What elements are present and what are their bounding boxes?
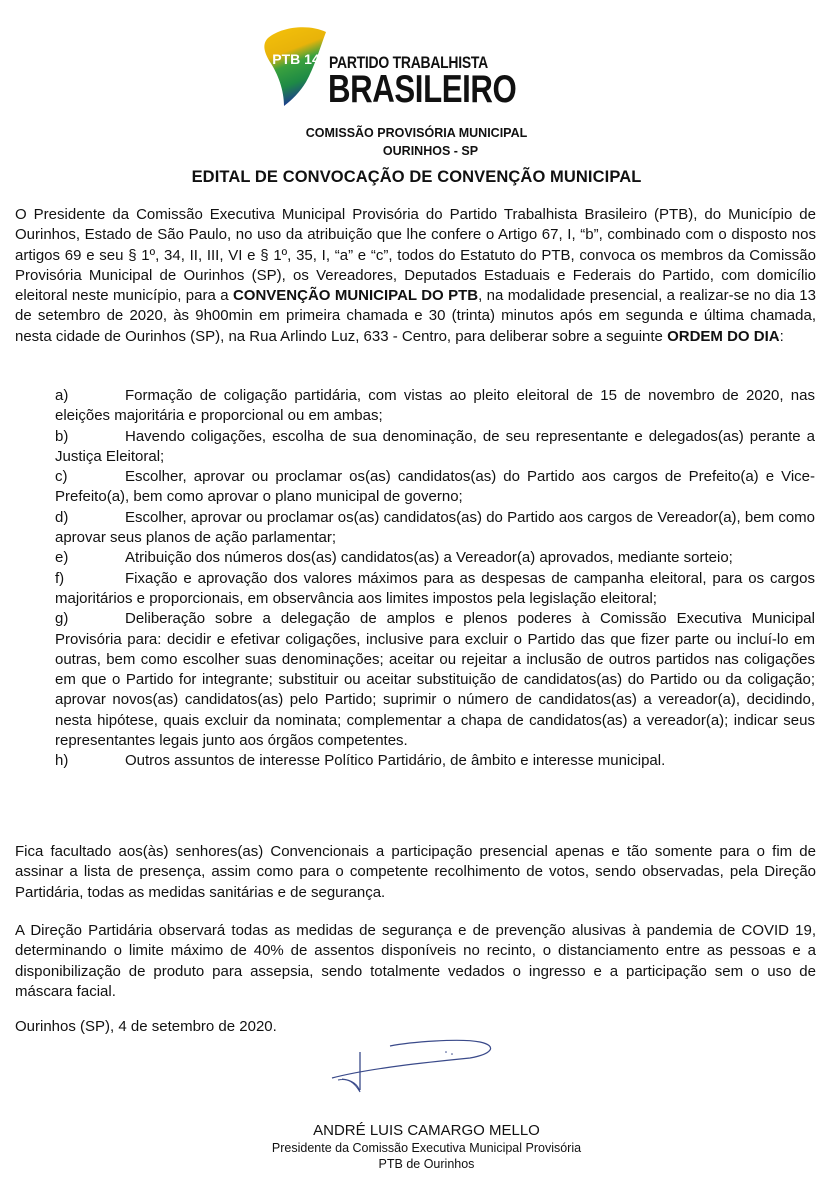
letterhead [0,18,833,158]
agenda-item-label: h) [55,752,69,770]
city-label: OURINHOS - SP [382,144,479,158]
party-name-line1: PARTIDO TRABALHISTA [329,53,488,72]
covid-measures-paragraph: A Direção Partidária observará todas as medidas de segurança e de prevenção alusivas à pandemia de COVID 19, determinando o limite máximo de 40% de assentos disponíveis no recinto, o distanciamento entre as pessoas e a disponibilização de produto para assepsia, sendo totalmente vedados o ingresso e a participação sem o uso de máscara facial. [15,922,816,1000]
agenda-item [55,609,815,751]
agenda-item-label: b) [55,427,69,445]
intro-text-3: : [779,327,784,345]
signatory-role: Presidente da Comissão Executiva Municipal Provisória [271,1141,582,1155]
agenda-item-label: e) [55,549,69,567]
agenda-item-label: f) [55,569,65,587]
convention-emphasis: CONVENÇÃO MUNICIPAL DO PTB [232,287,479,305]
agenda-item-label: c) [55,468,68,486]
handwritten-signature-icon [320,1032,500,1102]
signatory-organization: PTB de Ourinhos [378,1157,475,1171]
ptb-logo-icon [262,24,332,106]
agenda-emphasis: ORDEM DO DIA [667,327,780,345]
intro-text-2: , na modalidade presencial, a realizar-se no dia 13 de setembro de 2020, às 9h00min em primeira chamada e 30 (trinta) minutos após em segunda e última chamada, nesta cidade de Ourinhos (SP), na Rua Arlindo Luz, 633 - Centro, para deliberar sobre a seguinte [15,287,816,345]
logo-text: PTB 14 [272,51,320,67]
date-line: Ourinhos (SP), 4 de setembro de 2020. [15,1018,277,1035]
agenda-item [55,508,815,549]
agenda-item [55,427,815,468]
intro-paragraph [15,205,816,347]
agenda-item [55,751,815,771]
agenda-item-label: a) [55,387,69,404]
agenda-item-text: Formação de coligação partidária, com vistas ao pleito eleitoral de 15 de novembro de 2020, nas eleições majoritária e proporcional ou em ambas; [55,387,815,425]
agenda-item [55,569,815,610]
agenda-list [55,386,815,772]
agenda-item-label: g) [55,610,69,628]
agenda-item-text: Atribuição dos números dos(as) candidatos(as) a Vereador(a) aprovados, mediante sorteio; [125,549,733,567]
agenda-item-text: Escolher, aprovar ou proclamar os(as) candidatos(as) do Partido aos cargos de Vereador(a), bem como aprovar seus planos de ação parlamentar; [55,508,815,547]
agenda-item-text: Deliberação sobre a delegação de amplos e plenos poderes à Comissão Executiva Municipal Provisória para: decidir e efetivar coligações, inclusive para excluir o Partido das que fizer parte ou incluí-lo em outras, bem como escolher suas denominações; aceitar ou rejeitar a inclusão de outros partidos nas coligações em que o Partido for integrante; substituir ou aceitar substituição de candidatos(as) do Partido ou da coligação; aprovar novos(as) candidatos(as) pelo Partido; suprimir o número de candidatos(as) a vereador(a), decidindo, nesta hipótese, quais excluir da nominata; complementar a chapa de candidatos(as) a vereador(a); indicar seus representantes legais junto aos órgãos competentes. [55,610,815,750]
commission-label: COMISSÃO PROVISÓRIA MUNICIPAL [305,126,528,140]
agenda-item-text: Outros assuntos de interesse Político Partidário, de âmbito e interesse municipal. [125,752,666,770]
agenda-item [55,386,815,427]
agenda-item-text: Fixação e aprovação dos valores máximos para as despesas de campanha eleitoral, para os cargos majoritários e proporcionais, em observância aos limites impostos pela legislação eleitoral; [55,569,815,607]
signatory-name: ANDRÉ LUIS CAMARGO MELLO [313,1122,540,1139]
intro-text-1: O Presidente da Comissão Executiva Municipal Provisória do Partido Trabalhista Brasileiro (PTB), do Município de Ourinhos, Estado de São Paulo, no uso da atribuição que lhe confere o Artigo 67, I, “b”, combinado com o disposto nos artigos 69 e seu § 1º, 34, II, III, VI e § 1º, 35, I, “a” e “c”, todos do Estatuto do PTB, convoca os membros da Comissão Provisória Municipal de Ourinhos (SP), os Vereadores, Deputados Estaduais e Federais do Partido, com domicílio eleitoral neste município, para a [15,206,816,305]
agenda-item [55,548,815,568]
agenda-item-text: Havendo coligações, escolha de sua denominação, de seu representante e delegados(as) perante a Justiça Eleitoral; [55,427,815,465]
agenda-item-text: Escolher, aprovar ou proclamar os(as) candidatos(as) do Partido aos cargos de Prefeito(a) e Vice-Prefeito(a), bem como aprovar o plano municipal de governo; [55,468,815,506]
document-title: EDITAL DE CONVOCAÇÃO DE CONVENÇÃO MUNICIPAL [191,168,642,186]
party-name-line2: BRASILEIRO [328,68,517,111]
agenda-item [55,467,815,508]
agenda-item-label: d) [55,508,69,526]
attendance-paragraph: Fica facultado aos(às) senhores(as) Convencionais a participação presencial apenas e tão somente para o fim de assinar a lista de presença, assim como para o competente recolhimento de votos, sendo observadas, pela Direção Partidária, todas as medidas sanitárias e de segurança. [15,843,816,901]
